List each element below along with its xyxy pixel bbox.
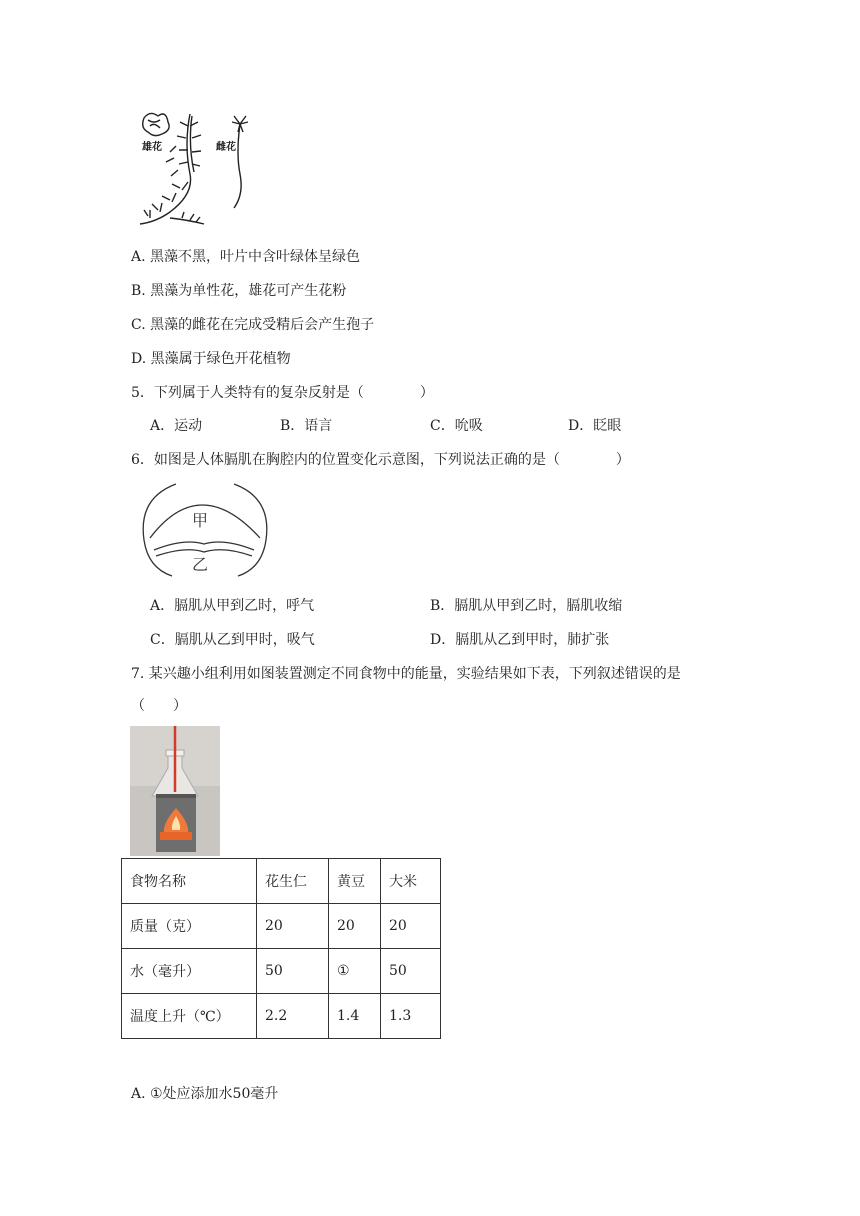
table-cell: 水（毫升）: [122, 949, 257, 994]
q5-option-c: C．吮吸: [430, 418, 483, 434]
upper-label: 甲: [192, 511, 209, 530]
lower-label: 乙: [192, 555, 209, 574]
q6-option-c: C．膈肌从乙到甲时，吸气: [150, 632, 315, 648]
table-header-cell: 大米: [381, 859, 441, 904]
table-header-cell: 食物名称: [122, 859, 257, 904]
table-row: [122, 949, 441, 994]
q6-option-d: D．膈肌从乙到甲时，肺扩张: [430, 632, 610, 648]
table-cell: 20: [381, 904, 441, 949]
table-row: [122, 994, 441, 1039]
diaphragm-figure: [140, 480, 270, 578]
q6-option-b: B．膈肌从甲到乙时，膈肌收缩: [430, 598, 623, 614]
q5-option-d: D．眨眼: [568, 418, 622, 434]
q7-stem-line2: （ ）: [131, 698, 187, 714]
table-header-cell: 花生仁: [257, 859, 329, 904]
q5-option-b: B．语言: [280, 418, 333, 434]
table-cell: 1.3: [381, 994, 441, 1039]
table-header-cell: 黄豆: [329, 859, 381, 904]
table-cell: 20: [329, 904, 381, 949]
q5-option-a: A．运动: [150, 418, 203, 434]
q7-stem-line1: 7. 某兴趣小组利用如图装置测定不同食物中的能量，实验结果如下表，下列叙述错误的是: [131, 666, 681, 682]
q4-option-a: A. 黑藻不黑，叶片中含叶绿体呈绿色: [131, 249, 361, 265]
table-cell: 50: [381, 949, 441, 994]
table-cell: 温度上升（℃）: [122, 994, 257, 1039]
table-cell: 1.4: [329, 994, 381, 1039]
hydrilla-figure: [130, 106, 260, 234]
q4-option-d: D. 黑藻属于绿色开花植物: [131, 351, 291, 367]
male-flower-label: 雄花: [142, 142, 162, 153]
table-cell: 质量（克）: [122, 904, 257, 949]
q7-option-a: A. ①处应添加水50毫升: [131, 1086, 279, 1102]
q6-stem: 6．如图是人体膈肌在胸腔内的位置变化示意图，下列说法正确的是（ ）: [131, 452, 630, 468]
table-header-row: [122, 859, 441, 904]
q4-option-c: C. 黑藻的雌花在完成受精后会产生孢子: [131, 317, 375, 333]
female-flower-label: 雌花: [216, 142, 236, 153]
table-cell: 50: [257, 949, 329, 994]
table-row: [122, 904, 441, 949]
q5-stem: 5．下列属于人类特有的复杂反射是（ ）: [131, 385, 434, 401]
food-energy-table: [121, 858, 441, 1039]
table-cell: 20: [257, 904, 329, 949]
table-cell: 2.2: [257, 994, 329, 1039]
apparatus-photo: [130, 726, 220, 856]
q4-option-b: B. 黑藻为单性花，雄花可产生花粉: [131, 283, 347, 299]
q6-option-a: A．膈肌从甲到乙时，呼气: [150, 598, 315, 614]
table-cell: ①: [329, 949, 381, 994]
